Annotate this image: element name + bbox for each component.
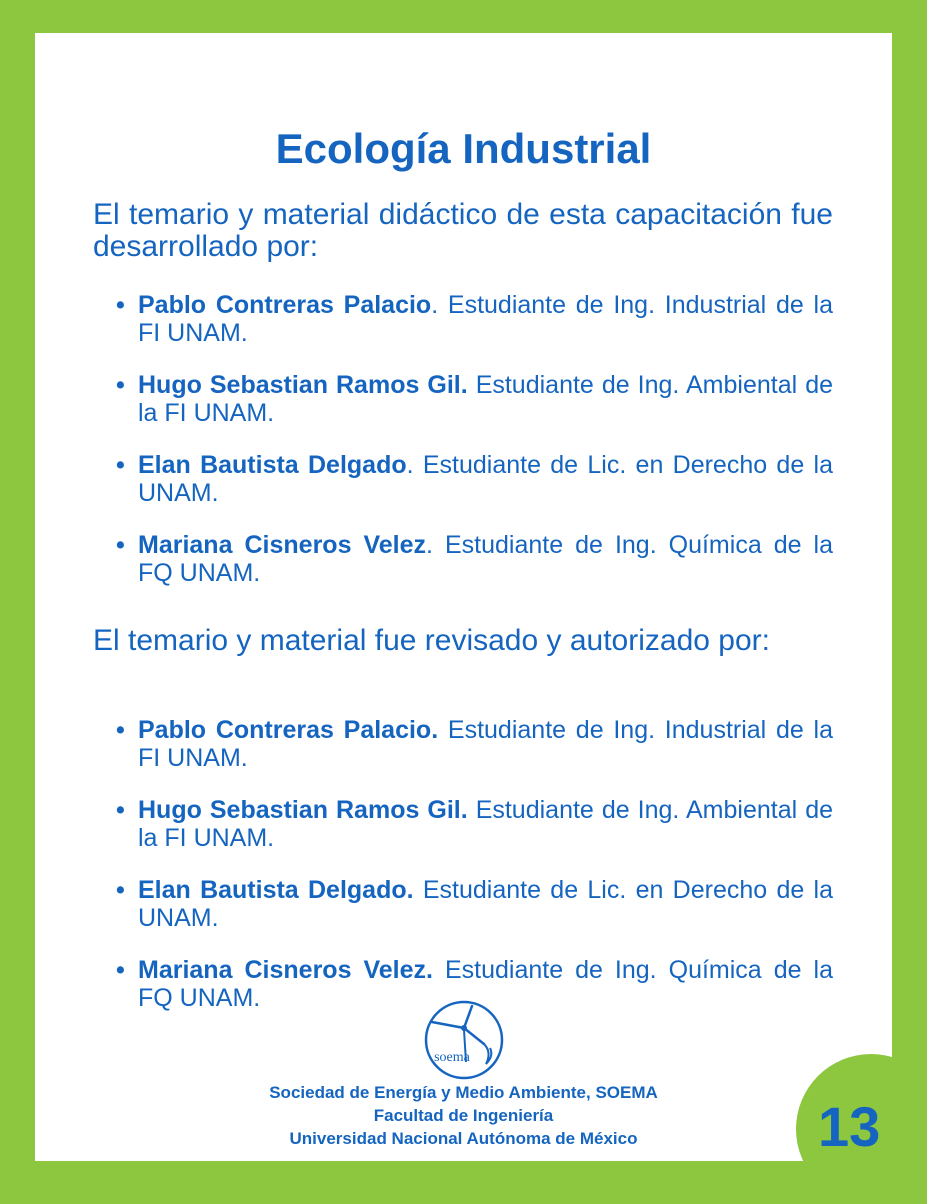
developers-list [116, 291, 833, 611]
person-name: Elan Bautista Delgado. [138, 876, 414, 904]
list-item: • Mariana Cisneros Velez. Estudiante de Ing. Química de la FQ UNAM. [116, 956, 833, 1012]
reviewers-list [116, 716, 833, 1036]
list-item: • Pablo Contreras Palacio. Estudiante de Ing. Industrial de la FI UNAM. [116, 716, 833, 772]
person-desc: Estudiante de Ing. Industrial de la FI UNAM. [138, 716, 833, 772]
person-name: Mariana Cisneros Velez. [138, 956, 433, 984]
person-name: Hugo Sebastian Ramos Gil. [138, 371, 468, 399]
footer [35, 1081, 892, 1150]
person-desc: Estudiante de Ing. Ambiental de la FI UNAM. [138, 371, 833, 427]
person-desc: Estudiante de Ing. Química de la FQ UNAM. [138, 956, 833, 1012]
person-name: Pablo Contreras Palacio [138, 291, 432, 319]
list-item: • Pablo Contreras Palacio. Estudiante de Ing. Industrial de la FI UNAM. [116, 291, 833, 347]
person-desc: Estudiante de Ing. Ambiental de la FI UNAM. [138, 796, 833, 852]
list-item: • Mariana Cisneros Velez. Estudiante de Ing. Química de la FQ UNAM. [116, 531, 833, 587]
person-desc: Estudiante de Lic. en Derecho de la UNAM. [138, 876, 833, 932]
logo-text: soema [434, 1050, 470, 1065]
person-name: Pablo Contreras Palacio. [138, 716, 439, 744]
list-item: • Hugo Sebastian Ramos Gil. Estudiante de Ing. Ambiental de la FI UNAM. [116, 371, 833, 427]
page-number: 13 [818, 1095, 881, 1158]
footer-org: Sociedad de Energía y Medio Ambiente, SOEMA [269, 1083, 658, 1102]
person-name: Hugo Sebastian Ramos Gil. [138, 796, 468, 824]
footer-university: Universidad Nacional Autónoma de México [289, 1129, 638, 1148]
soema-logo [422, 1000, 506, 1084]
review-paragraph: El temario y material fue revisado y autorizado por: [93, 624, 770, 657]
footer-faculty: Facultad de Ingeniería [373, 1106, 554, 1125]
page-title: Ecología Industrial [275, 125, 652, 172]
intro-paragraph: El temario y material didáctico de esta capacitación fue desarrollado por: [93, 198, 833, 263]
list-item: • Elan Bautista Delgado. Estudiante de Lic. en Derecho de la UNAM. [116, 451, 833, 507]
person-desc: . Estudiante de Lic. en Derecho de la UNAM. [138, 451, 833, 507]
list-item: • Hugo Sebastian Ramos Gil. Estudiante de Ing. Ambiental de la FI UNAM. [116, 796, 833, 852]
person-name: Elan Bautista Delgado [138, 451, 407, 479]
page-number-badge [796, 1054, 927, 1204]
person-name: Mariana Cisneros Velez [138, 531, 427, 559]
list-item: • Elan Bautista Delgado. Estudiante de Lic. en Derecho de la UNAM. [116, 876, 833, 932]
document-page [35, 33, 892, 1161]
person-desc: . Estudiante de Ing. Industrial de la FI UNAM. [138, 291, 833, 347]
person-desc: . Estudiante de Ing. Química de la FQ UNAM. [138, 531, 833, 587]
